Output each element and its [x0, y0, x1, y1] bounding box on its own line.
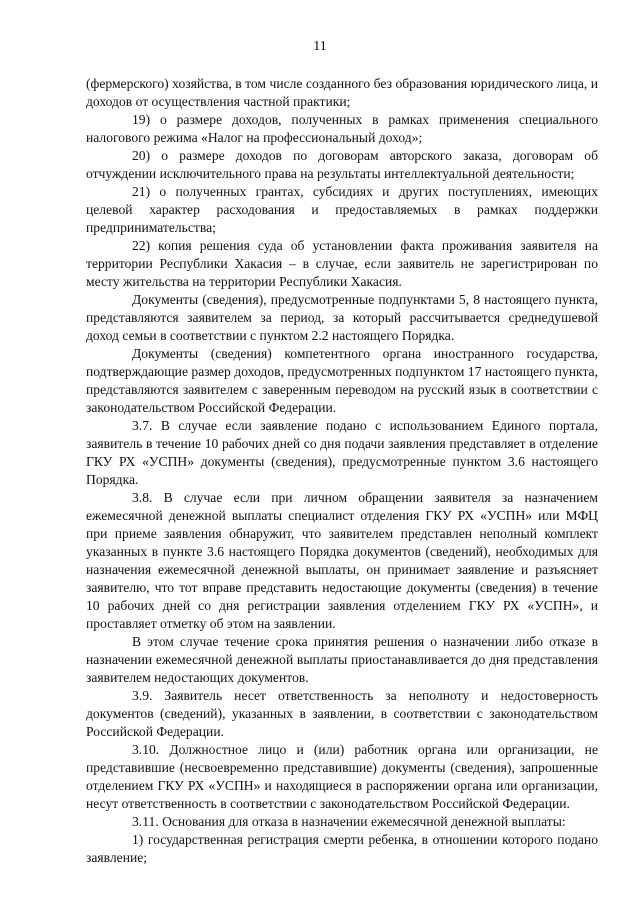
paragraph-continuation: (фермерского) хозяйства, в том числе созданного без образования юридического лица, и доходов от осуществления частной практики;	[86, 76, 598, 109]
paragraph-documents-period: Документы (сведения), предусмотренные подпунктами 5, 8 настоящего пункта, представляются заявителем за период, за который рассчитывается среднедушевой доход семьи в соответствии с пунктом 2.2 настоящего Порядка.	[86, 292, 598, 343]
paragraph-3-9: 3.9. Заявитель несет ответственность за неполноту и недостоверность документов (сведений), указанных в заявлении, в соответствии с законодательством Российской Федерации.	[86, 688, 598, 739]
paragraph-foreign-documents: Документы (сведения) компетентного органа иностранного государства, подтверждающие размер доходов, предусмотренных подпунктом 17 настоящего пункта, представляются заявителем с заверенным переводом на русский язык в соответствии с законодательством Российской Федерации.	[86, 346, 598, 415]
page-number: 11	[313, 39, 327, 54]
paragraph-3-8: 3.8. В случае если при личном обращении заявителя за назначением ежемесячной денежной выплаты специалист отделения ГКУ РХ «УСПН» или МФЦ при приеме заявления обнаружит, что заявителем представлен неполный комплект указанных в пункте 3.6 настоящего Порядка документов (сведений), необходимых для назначения ежемесячной денежной выплаты, он принимает заявление и разъясняет заявителю, что тот вправе представить недостающие документы (сведения) в течение 10 рабочих дней со дня регистрации заявления отделением ГКУ РХ «УСПН», и проставляет отметку об этом на заявлении.	[86, 490, 598, 631]
paragraph-3-10: 3.10. Должностное лицо и (или) работник органа или организации, не представившие (несвоевременно представившие) документы (сведения), запрошенные отделением ГКУ РХ «УСПН» и находящиеся в распоряжении органа или организации, несут ответственность в соответствии с законодательством Российской Федерации.	[86, 742, 598, 811]
paragraph-item-21: 21) о полученных грантах, субсидиях и других поступлениях, имеющих целевой характер расходования и предоставляемых в рамках поддержки предпринимательства;	[86, 184, 598, 235]
paragraph-item-20: 20) о размере доходов по договорам авторского заказа, договорам об отчуждении исключительного права на результаты интеллектуальной деятельности;	[86, 148, 598, 181]
paragraph-3-7: 3.7. В случае если заявление подано с использованием Единого портала, заявитель в течение 10 рабочих дней со дня подачи заявления представляет в отделение ГКУ РХ «УСПН» документы (сведения), предусмотренные пунктом 3.6 настоящего Порядка.	[86, 418, 598, 487]
paragraph-3-11-item-1: 1) государственная регистрация смерти ребенка, в отношении которого подано заявление;	[86, 832, 598, 865]
paragraph-item-22: 22) копия решения суда об установлении факта проживания заявителя на территории Республики Хакасия – в случае, если заявитель не зарегистрирован по месту жительства на территории Республики Хакасия.	[86, 238, 598, 289]
paragraph-3-11: 3.11. Основания для отказа в назначении ежемесячной денежной выплаты:	[132, 814, 566, 829]
paragraph-suspension: В этом случае течение срока принятия решения о назначении либо отказе в назначении ежемесячной денежной выплаты приостанавливается до дня представления заявителем недостающих документов.	[86, 634, 598, 685]
paragraph-item-19: 19) о размере доходов, полученных в рамках применения специального налогового режима «Налог на профессиональный доход»;	[86, 112, 598, 145]
document-body	[86, 75, 598, 867]
